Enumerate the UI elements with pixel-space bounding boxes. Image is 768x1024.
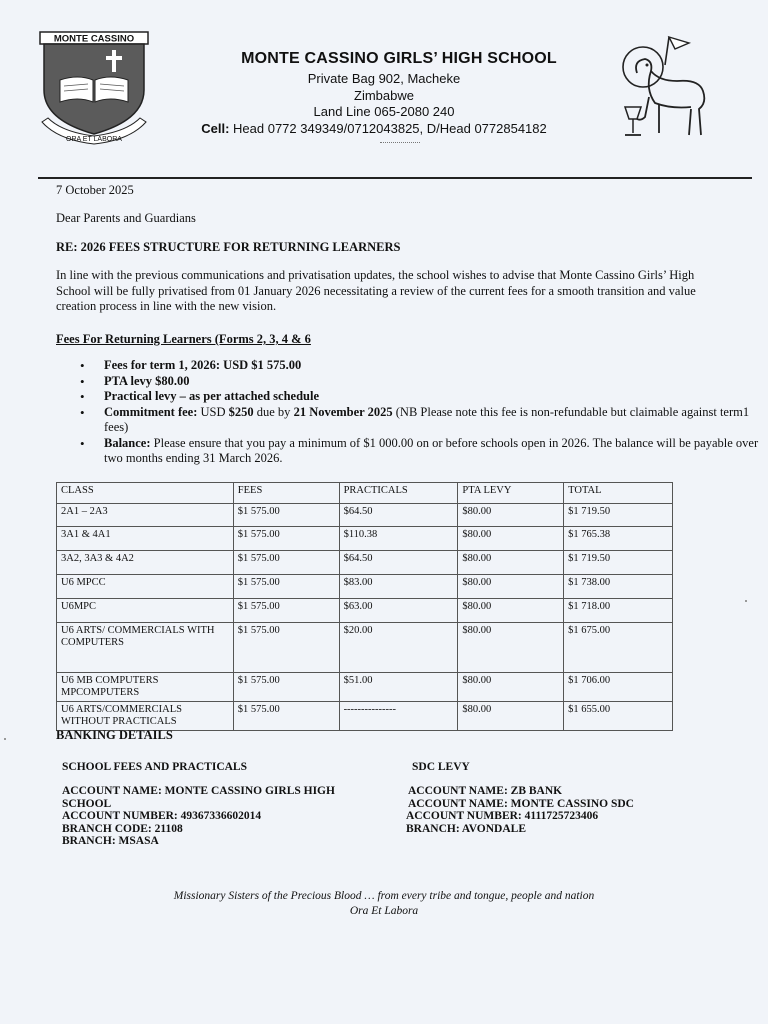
cell-total: $1 655.00 [564, 702, 673, 731]
bullet-pta-levy: • PTA levy $80.00 [104, 374, 764, 390]
header-divider [38, 177, 752, 179]
cell-practicals: $83.00 [339, 575, 458, 599]
cell-class: 2A1 – 2A3 [57, 504, 234, 527]
footer-motto: Ora Et Labora [349, 905, 419, 917]
col-header-total: TOTAL [564, 483, 673, 504]
cell-pta-levy: $80.00 [458, 527, 564, 551]
school-fees-account-details [62, 785, 362, 848]
cell-practicals: --------------- [339, 702, 458, 731]
bullet-practical-levy: • Practical levy – as per attached schedule [104, 389, 764, 405]
account-name: ACCOUNT NAME: MONTE CASSINO GIRLS HIGH SCHOOL [62, 785, 335, 810]
table-header-row [57, 483, 673, 504]
cell-pta-levy: $80.00 [458, 702, 564, 731]
cell-class: U6MPC [57, 599, 234, 623]
cell-total: $1 719.50 [564, 504, 673, 527]
cell-pta-levy: $80.00 [458, 623, 564, 673]
cell-practicals: $110.38 [339, 527, 458, 551]
branch-code: BRANCH CODE: 21108 [62, 822, 183, 835]
header-faint-line [380, 142, 420, 145]
bullet-balance: • Balance: Please ensure that you pay a minimum of $1 000.00 on or before schools open in 2026. The balance will be payable over two months ending 31 March 2026. [104, 436, 764, 467]
cell-practicals: $64.50 [339, 504, 458, 527]
cell-practicals: $51.00 [339, 673, 458, 702]
cell-fees: $1 575.00 [233, 527, 339, 551]
fees-subheading: Fees For Returning Learners (Forms 2, 3, 4 & 6 [56, 332, 311, 346]
col-header-class: CLASS [57, 483, 234, 504]
col-header-practicals: PRACTICALS [339, 483, 458, 504]
cell-fees: $1 575.00 [233, 702, 339, 731]
sdc-levy-account-title: SDC LEVY [412, 761, 470, 773]
col-header-pta-levy: PTA LEVY [458, 483, 564, 504]
cell-fees: $1 575.00 [233, 551, 339, 575]
cell-total: $1 765.38 [564, 527, 673, 551]
cell-pta-levy: $80.00 [458, 599, 564, 623]
table-row [57, 575, 673, 599]
bullet-term-fees: • Fees for term 1, 2026: USD $1 575.00 [104, 358, 764, 374]
intro-paragraph: In line with the previous communications and privatisation updates, the school wishes to advise that Monte Cassino Girls’ High School will be fully privatised from 01 January 2026 necessitating a review of the current fees for a smooth transition and value creation process in line with the new vision. [56, 268, 696, 313]
footer-line-1: Missionary Sisters of the Precious Blood … from every tribe and tongue, people and nation [173, 890, 595, 902]
cell-practicals: $64.50 [339, 551, 458, 575]
cell-pta-levy: $80.00 [458, 551, 564, 575]
address-line-2: Zimbabwe [354, 88, 414, 103]
fees-bullet-list [56, 358, 764, 467]
address-line-1: Private Bag 902, Macheke [307, 71, 461, 86]
cell-class: U6 ARTS/COMMERCIALS WITHOUT PRACTICALS [57, 702, 234, 731]
account-name: ACCOUNT NAME: MONTE CASSINO SDC [408, 797, 634, 810]
bank-name: ACCOUNT NAME: ZB BANK [408, 785, 563, 797]
cell-value: Head 0772 349349/0712043825, D/Head 0772854182 [229, 121, 547, 136]
cell-fees: $1 575.00 [233, 504, 339, 527]
bullet-commitment-fee: • Commitment fee: USD $250 due by 21 November 2025 (NB Please note this fee is non-refundable but claimable against term1 fees) [104, 405, 764, 436]
cell-class: U6 MB COMPUTERS MPCOMPUTERS [57, 673, 234, 702]
cell-fees: $1 575.00 [233, 623, 339, 673]
subject-line: RE: 2026 FEES STRUCTURE FOR RETURNING LEARNERS [56, 240, 401, 254]
cell-pta-levy: $80.00 [458, 575, 564, 599]
cell-practicals: $63.00 [339, 599, 458, 623]
cell-fees: $1 575.00 [233, 575, 339, 599]
cell-class: 3A2, 3A3 & 4A2 [57, 551, 234, 575]
crest-banner-text: MONTE CASSINO [53, 33, 135, 45]
col-header-fees: FEES [233, 483, 339, 504]
table-row [57, 599, 673, 623]
table-row [57, 504, 673, 527]
account-number: ACCOUNT NUMBER: 49367336602014 [62, 810, 262, 822]
branch: BRANCH: MSASA [62, 835, 159, 847]
letter-date: 7 October 2025 [56, 183, 134, 197]
cell-total: $1 738.00 [564, 575, 673, 599]
cell-class: U6 MPCC [57, 575, 234, 599]
cell-practicals: $20.00 [339, 623, 458, 673]
landline: Land Line 065-2080 240 [313, 104, 455, 119]
cell-fees: $1 575.00 [233, 599, 339, 623]
cell-numbers [0, 120, 758, 137]
cell-label: Cell: [201, 121, 230, 136]
table-row [57, 527, 673, 551]
salutation: Dear Parents and Guardians [56, 211, 196, 225]
cell-total: $1 718.00 [564, 599, 673, 623]
table-row [57, 551, 673, 575]
cell-total: $1 706.00 [564, 673, 673, 702]
cell-pta-levy: $80.00 [458, 504, 564, 527]
cell-total: $1 675.00 [564, 623, 673, 673]
sdc-levy-account-details [406, 785, 686, 835]
account-number: ACCOUNT NUMBER: 4111725723406 [406, 810, 599, 822]
scan-speck [4, 738, 6, 740]
school-fees-account-title: SCHOOL FEES AND PRACTICALS [62, 761, 247, 773]
cell-total: $1 719.50 [564, 551, 673, 575]
cell-class: U6 ARTS/ COMMERCIALS WITH COMPUTERS [57, 623, 234, 673]
banking-heading: BANKING DETAILS [56, 728, 173, 742]
table-row [57, 623, 673, 673]
cell-class: 3A1 & 4A1 [57, 527, 234, 551]
school-name: MONTE CASSINO GIRLS’ HIGH SCHOOL [241, 50, 557, 67]
cell-fees: $1 575.00 [233, 673, 339, 702]
crest-motto-text: ORA ET LABORA [66, 136, 122, 143]
table-row [57, 673, 673, 702]
cell-pta-levy: $80.00 [458, 673, 564, 702]
scan-speck [745, 600, 747, 602]
fees-table [56, 482, 673, 731]
branch: BRANCH: AVONDALE [406, 822, 527, 835]
